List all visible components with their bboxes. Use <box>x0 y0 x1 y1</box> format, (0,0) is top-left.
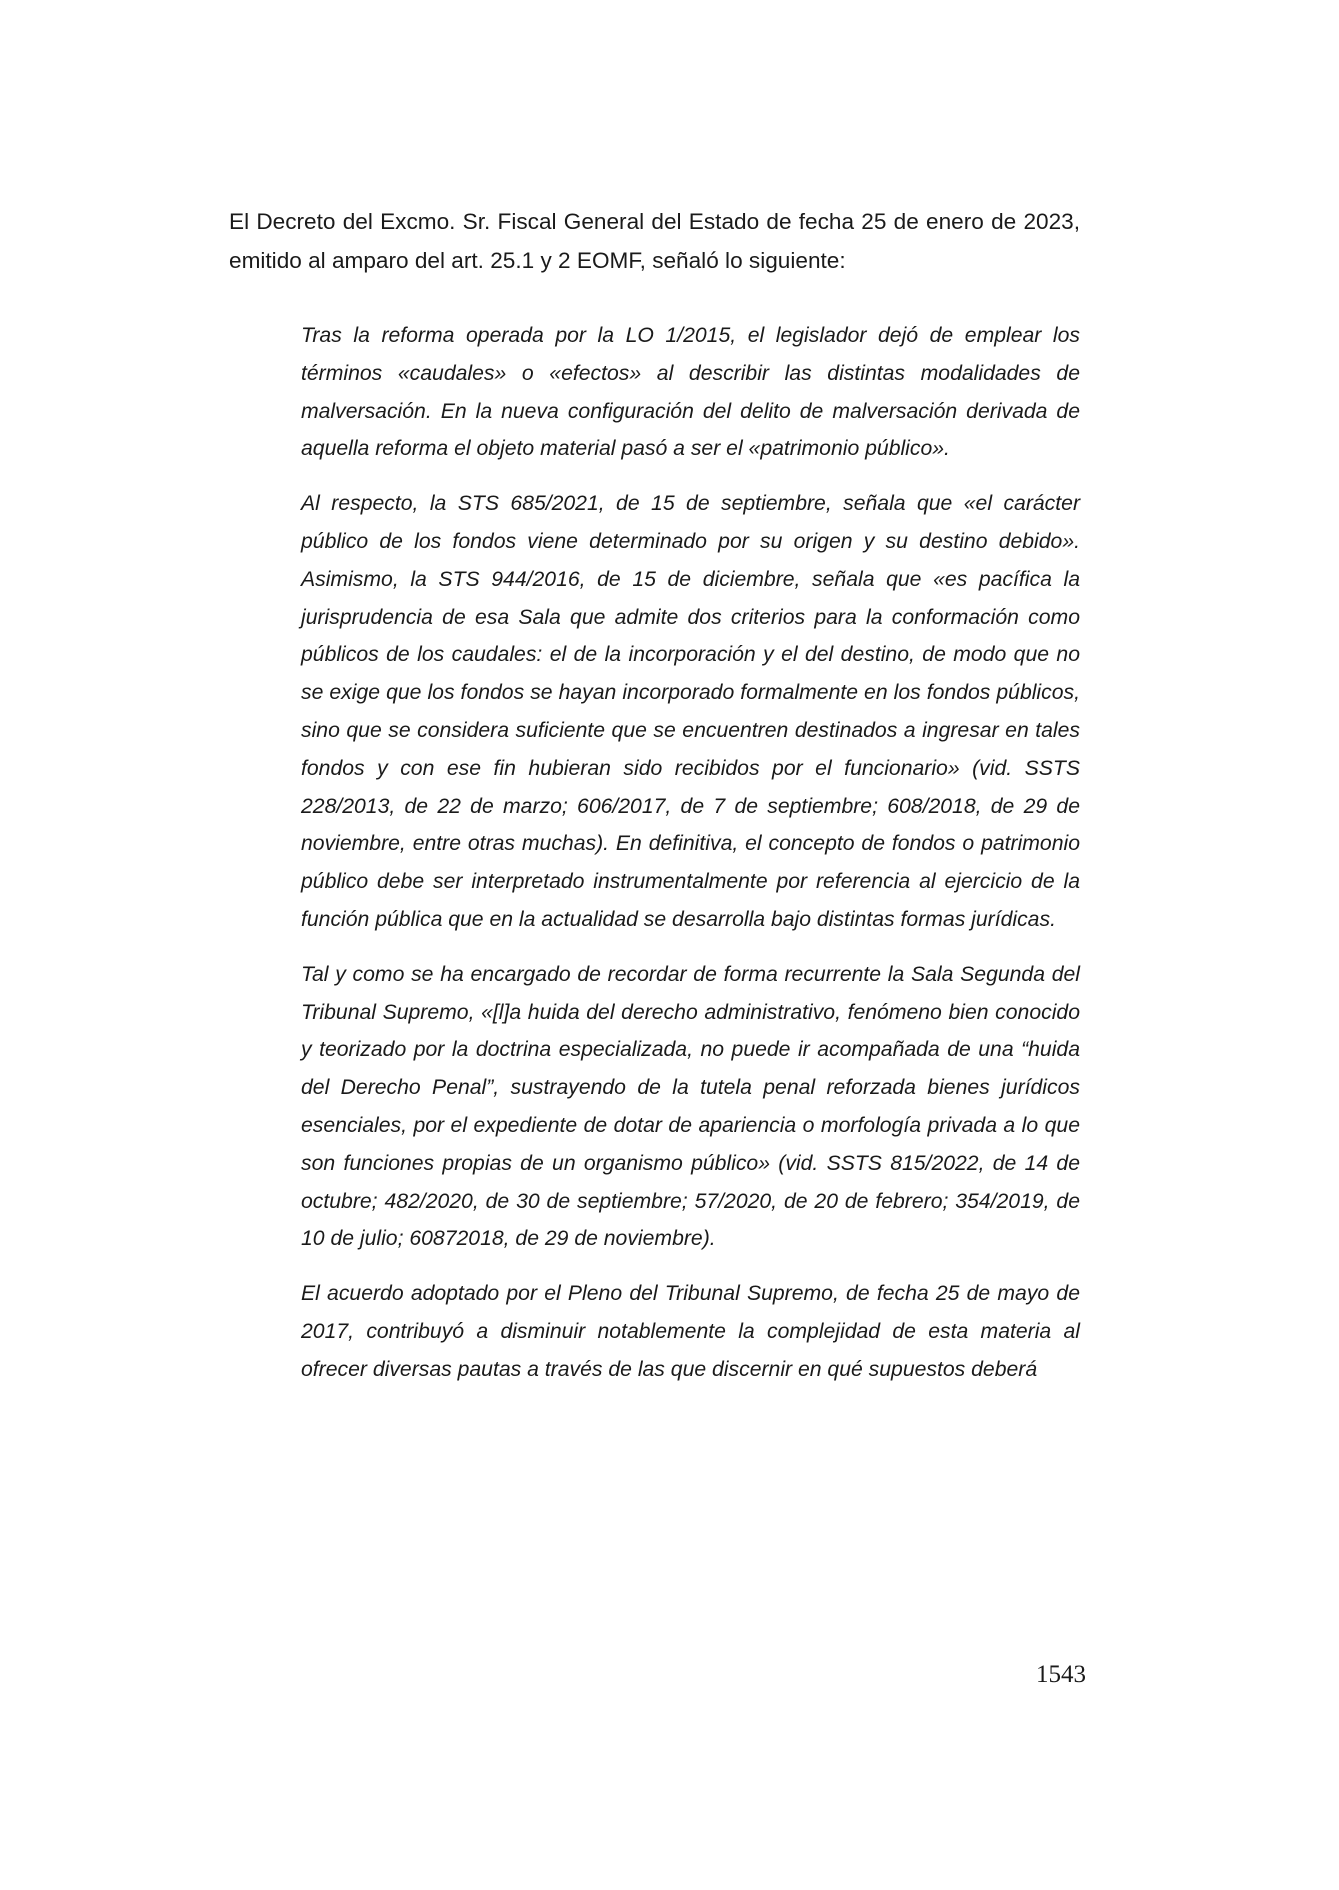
quote-paragraph-reform: Tras la reforma operada por la LO 1/2015, el legislador dejó de emplear los términos «caudales» o «efectos» al describir las distintas modalidades de malversación. En la nueva configuración del delito de malversación derivada de aquella reforma el objeto material pasó a ser el «patrimonio público». <box>301 324 1080 461</box>
quote-paragraph-jurisprudence: Al respecto, la STS 685/2021, de 15 de septiembre, señala que «el carácter público de los fondos viene determinado por su origen y su destino debido». Asimismo, la STS 944/2016, de 15 de diciembre, señala que «es pacífica la jurisprudencia de esa Sala que admite dos criterios para la conformación como públicos de los caudales: el de la incorporación y el del destino, de modo que no se exige que los fondos se hayan incorporado formalmente en los fondos públicos, sino que se considera suficiente que se encuentren destinados a ingresar en tales fondos y con ese fin hubieran sido recibidos por el funcionario» (vid. SSTS 228/2013, de 22 de marzo; 606/2017, de 7 de septiembre; 608/2018, de 29 de noviembre, entre otras muchas). En definitiva, el concepto de fondos o patrimonio público debe ser interpretado instrumentalmente por referencia al ejercicio de la función pública que en la actualidad se desarrolla bajo distintas formas jurídicas. <box>301 492 1080 931</box>
quote-paragraph-supreme-court: Tal y como se ha encargado de recordar de forma recurrente la Sala Segunda del Tribunal Supremo, «[l]a huida del derecho administrativo, fenómeno bien conocido y teorizado por la doctrina especializada, no puede ir acompañada de una “huida del Derecho Penal”, sustrayendo de la tutela penal reforzada bienes jurídicos esenciales, por el expediente de dotar de apariencia o morfología privada a lo que son funciones propias de un organismo público» (vid. SSTS 815/2022, de 14 de octubre; 482/2020, de 30 de septiembre; 57/2020, de 20 de febrero; 354/2019, de 10 de julio; 60872018, de 29 de noviembre). <box>301 962 1080 1251</box>
intro-paragraph: El Decreto del Excmo. Sr. Fiscal General del Estado de fecha 25 de enero de 2023, emitido al amparo del art. 25.1 y 2 EOMF, señaló lo siguiente: <box>229 209 1080 273</box>
page-number: 1543 <box>1036 1661 1086 1688</box>
quote-paragraph-plenary-agreement: El acuerdo adoptado por el Pleno del Tribunal Supremo, de fecha 25 de mayo de 2017, contribuyó a disminuir notablemente la complejidad de esta materia al ofrecer diversas pautas a través de las que discernir en qué supuestos deberá <box>301 1282 1080 1381</box>
block-quote <box>301 317 1080 1406</box>
